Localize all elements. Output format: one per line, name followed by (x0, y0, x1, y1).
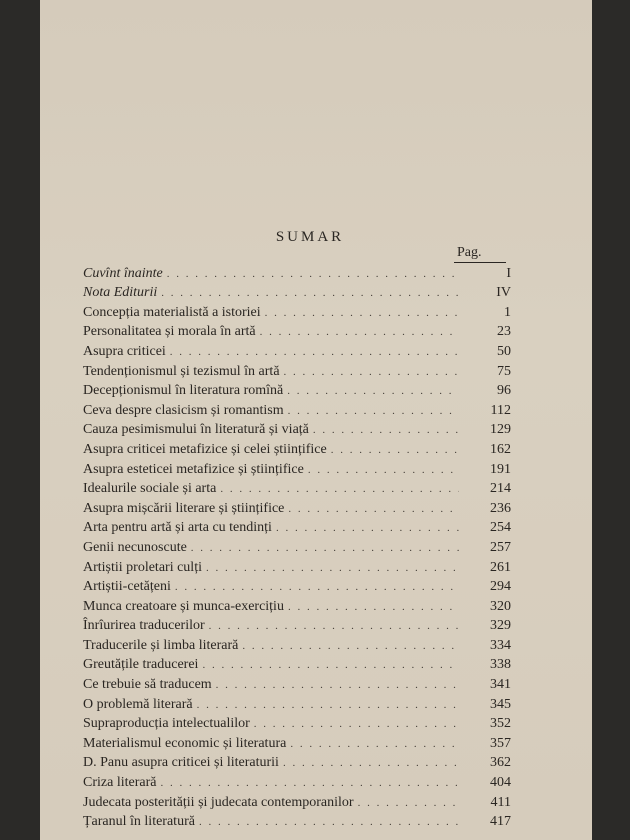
toc-entry-title: Greutățile traducerei (83, 657, 199, 673)
toc-entry-title: O problemă literară (83, 696, 193, 712)
table-of-contents (83, 262, 513, 830)
dot-leader (313, 422, 459, 438)
toc-entry (83, 771, 513, 791)
toc-entry (83, 360, 513, 380)
toc-entry-title: Idealurile sociale și arta (83, 481, 217, 497)
toc-entry (83, 615, 513, 635)
toc-entry-page: I (506, 265, 511, 281)
toc-entry-title: Cuvînt înainte (83, 265, 163, 281)
dot-leader (242, 638, 459, 654)
toc-entry-title: Asupra mișcării literare și științifice (83, 500, 285, 516)
dot-leader (284, 364, 459, 380)
toc-entry-page: 254 (490, 520, 511, 536)
toc-entry-page: 236 (490, 500, 511, 516)
toc-entry (83, 576, 513, 596)
toc-entry (83, 282, 513, 302)
toc-entry-title: Țaranul în literatură (83, 814, 195, 830)
toc-entry-page: 257 (490, 539, 511, 555)
toc-entry-page: 129 (490, 422, 511, 438)
dot-leader (260, 324, 459, 340)
toc-entry (83, 497, 513, 517)
toc-entry-page: 417 (490, 814, 511, 830)
toc-entry-page: 50 (497, 343, 511, 359)
toc-entry-page: 341 (490, 677, 511, 693)
toc-entry-title: Genii necunoscute (83, 539, 187, 555)
toc-entry-page: IV (496, 285, 511, 301)
dot-leader (209, 618, 459, 634)
toc-entry (83, 634, 513, 654)
toc-entry-page: 112 (490, 402, 511, 418)
toc-entry-page: 1 (504, 304, 511, 320)
page-title: SUMAR (275, 229, 345, 245)
toc-entry (83, 654, 513, 674)
dot-leader (331, 442, 459, 458)
dot-leader (161, 285, 459, 301)
toc-entry (83, 517, 513, 537)
dot-leader (167, 266, 459, 282)
toc-entry (83, 438, 513, 458)
toc-entry-title: Artiștii proletari culți (83, 559, 202, 575)
dot-leader (308, 462, 459, 478)
dot-leader (191, 540, 459, 556)
toc-entry (83, 380, 513, 400)
dot-leader (265, 305, 459, 321)
toc-entry-page: 191 (490, 461, 511, 477)
toc-entry-title: Munca creatoare și munca-exercițiu (83, 598, 284, 614)
toc-entry-page: 75 (497, 363, 511, 379)
toc-entry (83, 340, 513, 360)
toc-entry-title: Tendenționismul și tezismul în artă (83, 363, 280, 379)
toc-entry-title: Asupra criticei (83, 343, 166, 359)
toc-entry-page: 96 (497, 383, 511, 399)
toc-entry-title: Asupra esteticei metafizice și științifice (83, 461, 304, 477)
toc-entry-title: Ceva despre clasicism și romantism (83, 402, 284, 418)
toc-entry (83, 673, 513, 693)
dot-leader (254, 716, 459, 732)
toc-entry-title: D. Panu asupra criticei și literaturii (83, 755, 279, 771)
toc-entry-title: Arta pentru artă și arta cu tendinți (83, 520, 272, 536)
dot-leader (206, 560, 459, 576)
dot-leader (199, 814, 459, 830)
dot-leader (288, 599, 459, 615)
toc-entry-title: Nota Editurii (83, 285, 158, 301)
toc-entry-page: 23 (497, 324, 511, 340)
toc-entry-page: 362 (490, 755, 511, 771)
toc-entry (83, 713, 513, 733)
toc-entry-title: Personalitatea și morala în artă (83, 324, 256, 340)
dot-leader (288, 403, 459, 419)
toc-entry-title: Traducerile și limba literară (83, 637, 239, 653)
toc-entry-page: 261 (490, 559, 511, 575)
dot-leader (220, 481, 459, 497)
toc-entry (83, 536, 513, 556)
toc-entry-page: 162 (490, 441, 511, 457)
toc-entry-title: Supraproducția intelectualilor (83, 716, 250, 732)
book-page (40, 0, 592, 840)
toc-entry-title: Asupra criticei metafizice și celei științifice (83, 441, 327, 457)
toc-entry-title: Concepția materialistă a istoriei (83, 304, 261, 320)
page-column-label: Pag. (457, 245, 482, 260)
toc-entry (83, 399, 513, 419)
toc-entry (83, 595, 513, 615)
toc-entry (83, 301, 513, 321)
toc-entry-page: 320 (490, 598, 511, 614)
toc-entry-title: Ce trebuie să traducem (83, 677, 212, 693)
toc-entry-page: 411 (490, 794, 511, 810)
toc-entry-title: Înrîurirea traducerilor (83, 618, 205, 634)
toc-entry-page: 329 (490, 618, 511, 634)
toc-entry (83, 458, 513, 478)
toc-entry-page: 345 (490, 696, 511, 712)
dot-leader (202, 657, 459, 673)
dot-leader (276, 520, 459, 536)
dot-leader (288, 501, 459, 517)
toc-entry (83, 732, 513, 752)
toc-entry-title: Judecata posterității și judecata contemporanilor (83, 794, 354, 810)
dot-leader (290, 736, 459, 752)
toc-entry-page: 214 (490, 481, 511, 497)
dot-leader (287, 383, 459, 399)
dot-leader (283, 755, 459, 771)
toc-entry-page: 294 (490, 579, 511, 595)
dot-leader (170, 344, 459, 360)
toc-entry-page: 357 (490, 735, 511, 751)
dot-leader (175, 579, 459, 595)
toc-entry-title: Artiștii-cetățeni (83, 579, 171, 595)
dot-leader (216, 677, 459, 693)
toc-entry (83, 752, 513, 772)
toc-entry (83, 321, 513, 341)
toc-entry (83, 811, 513, 831)
dot-leader (358, 795, 459, 811)
toc-entry-title: Materialismul economic și literatura (83, 735, 287, 751)
dot-leader (160, 775, 459, 791)
dot-leader (197, 697, 459, 713)
toc-entry (83, 693, 513, 713)
toc-entry (83, 556, 513, 576)
toc-entry-page: 334 (490, 637, 511, 653)
toc-entry (83, 478, 513, 498)
toc-entry-page: 338 (490, 657, 511, 673)
toc-entry (83, 419, 513, 439)
toc-entry-page: 404 (490, 775, 511, 791)
toc-entry (83, 262, 513, 282)
toc-entry-title: Decepționismul în literatura romînă (83, 383, 284, 399)
toc-entry-title: Cauza pesimismului în literatură și viață (83, 422, 309, 438)
toc-entry-title: Criza literară (83, 775, 157, 791)
toc-entry (83, 791, 513, 811)
toc-entry-page: 352 (490, 716, 511, 732)
